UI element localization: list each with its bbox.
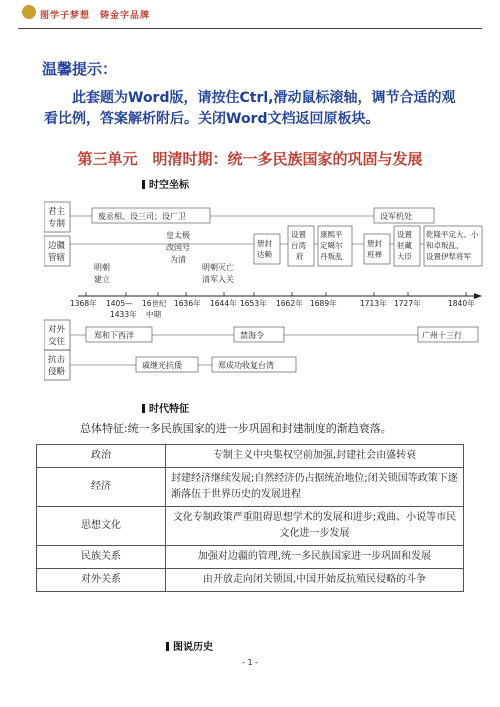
year-label-1713: 1713年 [360, 299, 387, 308]
frontier-ambans-2: 驻藏 [397, 241, 412, 250]
frontier-panchen-1: 册封 [367, 239, 382, 248]
header-brand: 图学子梦想 铸金字品牌 [40, 11, 151, 21]
frontier-taiwan-3: 府 [296, 252, 304, 261]
year-label-1405: 1405— [106, 299, 133, 308]
dynasty-note-fall-1: 明朝灭亡 [202, 263, 234, 272]
frontier-qianlong-2: 和卓叛乱， [426, 241, 464, 250]
frontier-galdan-2: 定噶尔 [320, 241, 343, 250]
timeline-chart [44, 196, 484, 394]
features-summary: 总体特征:统一多民族国家的进一步巩固和封建制度的渐趋衰落。 [80, 422, 392, 435]
dynasty-note-qing-1: 皇太极 [166, 231, 190, 240]
frontier-taiwan-1: 设置 [291, 230, 306, 239]
frontier-galdan-1: 康熙平 [320, 230, 343, 239]
dynasty-note-fall-2: 清军入关 [202, 275, 234, 284]
header-divider [18, 28, 482, 29]
resistance-item-zheng: 郑成功收复台湾 [218, 361, 274, 370]
frontier-galdan-3: 丹叛乱 [320, 252, 343, 261]
year-label-16c-1: 16世纪 [142, 299, 167, 308]
frontier-qianlong-1: 乾隆平定大、小 [426, 230, 479, 239]
row-label-resistance-1: 抗击 [48, 355, 66, 365]
feature-value: 文化专制政策严重阻碍思想学术的发展和进步;戏曲、小说等市民文化进一步发展 [166, 507, 464, 546]
feature-label: 经济 [37, 468, 166, 507]
section-marker-icon [166, 642, 169, 651]
section-heading-pictures [166, 638, 213, 653]
autocracy-item-1: 废丞相、设三司；设厂卫 [98, 212, 186, 221]
year-label-1636: 1636年 [174, 299, 201, 308]
row-label-frontier-1: 边疆 [48, 241, 66, 251]
row-label-resistance-2: 侵略 [48, 367, 66, 377]
feature-value: 专制主义中央集权空前加强,封建社会由盛转衰 [166, 445, 464, 468]
row-label-autocracy-1: 君主 [48, 207, 66, 217]
row-label-foreign-2: 交往 [48, 337, 66, 347]
frontier-dalai-1: 册封 [257, 239, 272, 248]
unit-title: 第三单元 明清时期：统一多民族国家的巩固与发展 [77, 150, 423, 168]
year-label-1662: 1662年 [276, 299, 303, 308]
row-label-frontier-2: 管辖 [48, 253, 66, 263]
section-marker-icon [142, 404, 145, 413]
resistance-item-qi: 戚继光抗倭 [142, 361, 182, 370]
section-heading-pictures-label: 图说历史 [173, 642, 213, 653]
section-marker-icon [142, 180, 145, 189]
year-label-1644: 1644年 [210, 299, 237, 308]
frontier-qianlong-3: 设置伊犁将军 [426, 252, 471, 261]
frontier-panchen-2: 班禅 [367, 250, 382, 259]
dynasty-note-ming-1: 明朝 [94, 263, 110, 272]
axis-arrow-icon [474, 293, 482, 299]
page-number: - 1 - [242, 658, 258, 667]
year-label-16c-2: 中期 [146, 310, 161, 319]
dynasty-note-qing-3: 为清 [170, 255, 186, 264]
section-heading-timeline [142, 176, 189, 191]
feature-value: 加强对边疆的管理,统一多民族国家进一步巩固和发展 [166, 546, 464, 569]
row-label-foreign-1: 对外 [48, 325, 66, 335]
section-heading-timeline-label: 时空坐标 [149, 180, 189, 191]
tip-body: 此套题为Word版，请按住Ctrl,滑动鼠标滚轴，调节合适的观看比例，答案解析附后。关闭Word文档返回原板块。 [44, 90, 456, 127]
section-heading-features-label: 时代特征 [149, 404, 189, 415]
tip-heading: 温馨提示： [42, 60, 118, 78]
table-row [37, 507, 464, 546]
frontier-ambans-3: 大臣 [397, 252, 412, 261]
dynasty-note-ming-2: 建立 [94, 275, 110, 284]
feature-label: 民族关系 [37, 546, 166, 569]
section-heading-features [142, 400, 189, 415]
row-label-autocracy-2: 专制 [48, 219, 66, 229]
feature-label: 思想文化 [37, 507, 166, 546]
year-label-1689: 1689年 [310, 299, 337, 308]
frontier-ambans-1: 设置 [397, 230, 412, 239]
year-label-1653: 1653年 [240, 299, 267, 308]
year-label-1727: 1727年 [394, 299, 421, 308]
dynasty-note-qing-2: 改国号 [166, 243, 190, 252]
feature-label: 政治 [37, 445, 166, 468]
table-row [37, 445, 464, 468]
year-label-1840: 1840年 [448, 299, 475, 308]
feature-value: 由开放走向闭关锁国,中国开始反抗殖民侵略的斗争 [166, 569, 464, 592]
brand-logo-icon [22, 5, 36, 19]
year-label-1368: 1368年 [70, 299, 97, 308]
autocracy-item-2: 设军机处 [380, 212, 412, 221]
year-label-1433: 1433年 [110, 310, 137, 319]
foreign-item-haijin: 禁海令 [240, 331, 264, 340]
frontier-taiwan-2: 台湾 [291, 241, 306, 250]
frontier-dalai-2: 达赖 [257, 250, 272, 259]
foreign-item-zhenghe: 郑和下西洋 [94, 331, 134, 340]
table-row [37, 546, 464, 569]
features-table [36, 444, 464, 592]
table-row [37, 468, 464, 507]
feature-label: 对外关系 [37, 569, 166, 592]
feature-value: 封建经济继续发展;自然经济仍占据统治地位;闭关锁国等政策下逐渐落伍于世界历史的发展进程 [166, 468, 464, 507]
table-row [37, 569, 464, 592]
foreign-item-cohong: 广州十三行 [422, 331, 462, 340]
